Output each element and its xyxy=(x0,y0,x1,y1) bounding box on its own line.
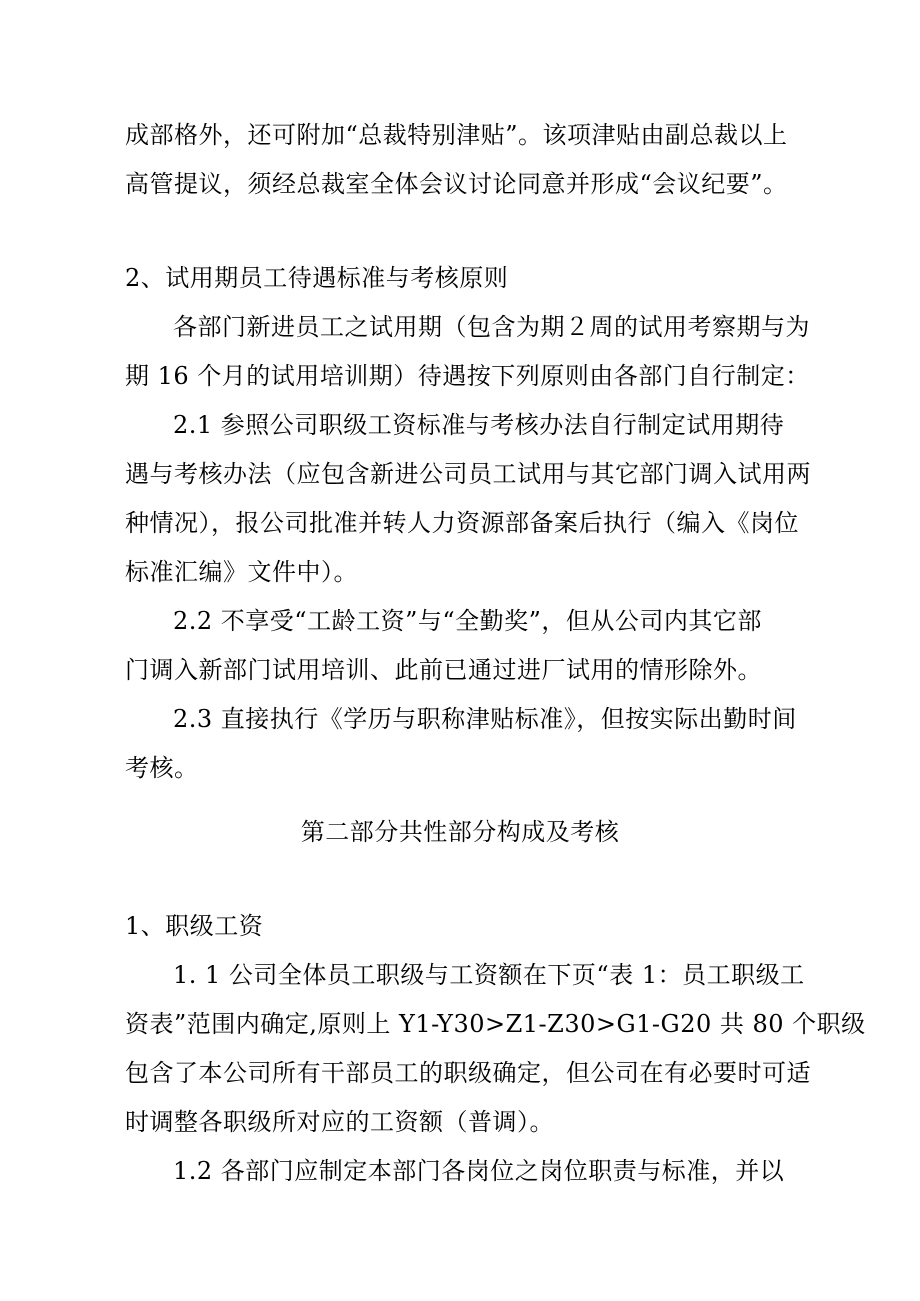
paragraph-line: 标准汇编》文件中）。 xyxy=(125,558,358,586)
clause-1-2: 1.2 各部门应制定本部门各岗位之岗位职责与标准，并以 xyxy=(173,1157,785,1185)
paragraph-line: 时调整各职级所对应的工资额（普调）。 xyxy=(125,1108,554,1136)
part-title: 第二部分共性部分构成及考核 xyxy=(300,818,620,846)
paragraph-line: 资表”范围内确定,原则上 Y1-Y30>Z1-Z30>G1-G20 共 80 个职级 xyxy=(125,1010,866,1038)
paragraph-line: 门调入新部门试用培训、此前已通过进厂试用的情形除外。 xyxy=(125,656,762,684)
paragraph-line: 包含了本公司所有干部员工的职级确定，但公司在有必要时可适 xyxy=(125,1059,811,1087)
paragraph-line: 成部格外，还可附加“总裁特别津贴”。该项津贴由副总裁以上 xyxy=(125,121,788,149)
clause-1-1: 1. 1 公司全体员工职级与工资额在下页“表 1：员工职级工 xyxy=(173,961,805,989)
paragraph-line: 期 16 个月的试用培训期）待遇按下列原则由各部门自行制定： xyxy=(125,362,810,390)
clause-2-3: 2.3 直接执行《学历与职称津贴标准》，但按实际出勤时间 xyxy=(173,705,797,733)
paragraph-line: 考核。 xyxy=(125,754,199,782)
section-heading: 1、职级工资 xyxy=(125,912,264,940)
paragraph-line: 种情况），报公司批准并转人力资源部备案后执行（编入《岗位 xyxy=(125,509,799,537)
paragraph-line: 各部门新进员工之试用期（包含为期２周的试用考察期与为 xyxy=(173,313,810,341)
clause-2-1: 2.1 参照公司职级工资标准与考核办法自行制定试用期待 xyxy=(173,411,785,439)
section-heading: 2、试用期员工待遇标准与考核原则 xyxy=(125,264,509,292)
clause-2-2: 2.2 不享受“工龄工资”与“全勤奖”，但从公司内其它部 xyxy=(173,607,762,635)
paragraph-line: 遇与考核办法（应包含新进公司员工试用与其它部门调入试用两 xyxy=(125,460,811,488)
paragraph-line: 高管提议，须经总裁室全体会议讨论同意并形成“会议纪要”。 xyxy=(125,170,788,198)
